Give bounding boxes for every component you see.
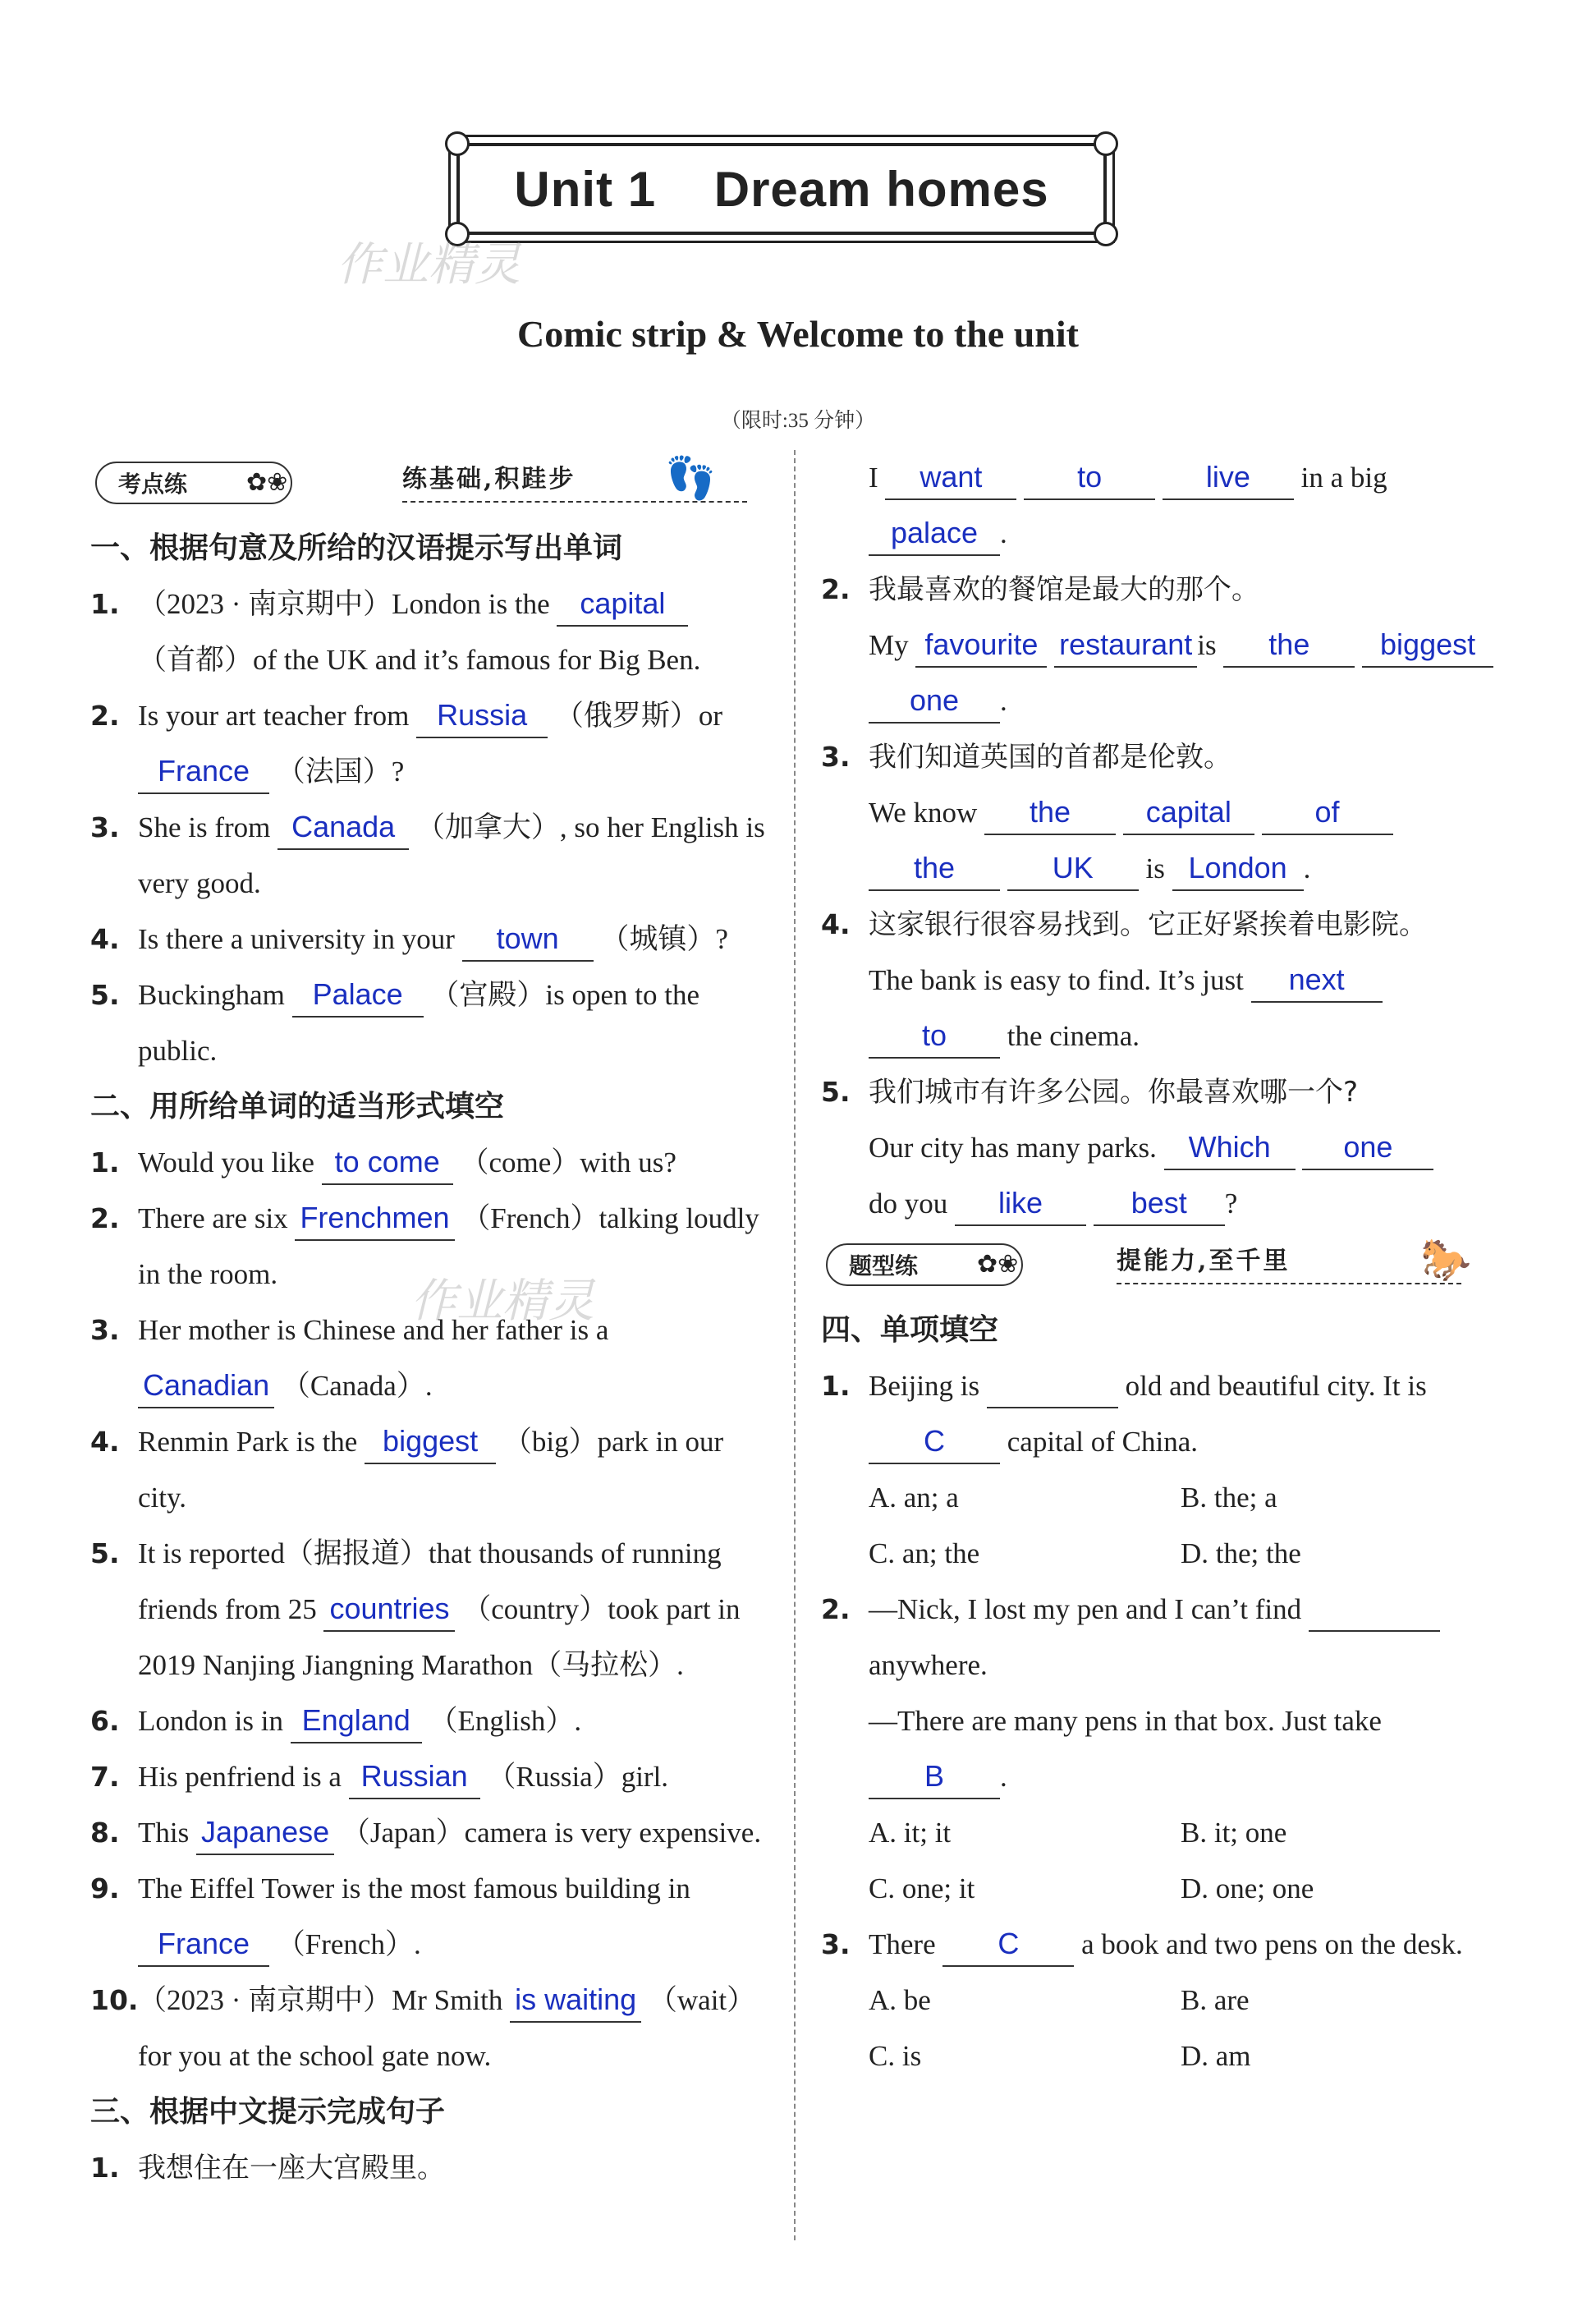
answer-blank[interactable]: best	[1094, 1182, 1225, 1226]
question-item: 3. She is from Canada （加拿大）, so her English is very good.	[90, 800, 768, 912]
right-column	[821, 450, 1502, 2084]
answer-blank[interactable]: one	[869, 679, 1000, 724]
option[interactable]: D. one; one	[1181, 1872, 1314, 1904]
answer-blank[interactable]: countries	[323, 1587, 455, 1632]
answer-blank[interactable]: the	[1223, 623, 1355, 668]
question-item: 5. 我们城市有许多公园。你最喜欢哪一个? Our city has many parks. Which one do you like best ?	[821, 1064, 1502, 1232]
answer-blank[interactable]: C	[869, 1420, 1000, 1464]
section-heading: 二、用所给单词的适当形式填空	[90, 1090, 505, 1123]
question-item: 5. Buckingham Palace （宫殿）is open to the public.	[90, 967, 768, 1079]
question-item: 2. 我最喜欢的餐馆是最大的那个。 My favourite restaurant is the biggest one .	[821, 562, 1502, 729]
unit-title-box	[456, 143, 1107, 235]
section-heading: 四、单项填空	[821, 1313, 999, 1347]
answer-blank[interactable]: England	[291, 1699, 422, 1743]
answer-blank[interactable]: live	[1163, 456, 1294, 500]
practice-banner	[90, 450, 768, 517]
option-row	[821, 2028, 1502, 2084]
answer-blank[interactable]: Palace	[292, 973, 424, 1018]
unit-title: Unit 1 Dream homes	[514, 161, 1049, 217]
corner-ornament	[445, 131, 470, 156]
lesson-subtitle: Comic strip & Welcome to the unit	[517, 313, 1079, 355]
question-item: 10. （2023 · 南京期中）Mr Smith is waiting （wait）for you at the school gate now.	[90, 1973, 768, 2084]
option[interactable]: A. it; it	[869, 1817, 952, 1849]
answer-blank[interactable]: biggest	[365, 1420, 496, 1464]
question-item: 8. This Japanese （Japan）camera is very expensive.	[90, 1805, 768, 1861]
corner-ornament	[445, 222, 470, 246]
question-item: 1. 我想住在一座大宫殿里。	[90, 2152, 445, 2184]
answer-blank[interactable]: like	[955, 1182, 1086, 1226]
horse-icon: 🐎	[1420, 1237, 1472, 1283]
question-item: 4. Renmin Park is the biggest （big）park in our city.	[90, 1414, 768, 1526]
answer-blank[interactable]: is waiting	[510, 1978, 641, 2023]
answer-blank[interactable]: palace	[869, 512, 1000, 556]
question-item: I want to live in a big palace .	[821, 450, 1502, 562]
footprint-icon: 👣	[665, 455, 717, 501]
answer-blank[interactable]: Canadian	[138, 1364, 274, 1408]
option-row	[821, 1805, 1502, 1861]
banner-slogan: 提能力,至千里	[1117, 1240, 1461, 1284]
answer-blank[interactable]: Russia	[416, 694, 548, 738]
answer-blank[interactable]: Russian	[349, 1755, 480, 1799]
answer-blank[interactable]: France	[138, 750, 269, 794]
option[interactable]: C. is	[869, 2040, 922, 2072]
question-item: 7. His penfriend is a Russian （Russia）girl.	[90, 1749, 768, 1805]
time-limit: （限时:35 分钟）	[720, 410, 876, 432]
column-divider	[794, 450, 796, 2240]
banner-tag: 考点练	[95, 462, 292, 504]
answer-blank[interactable]: the	[984, 791, 1116, 835]
option-row	[821, 1861, 1502, 1917]
answer-blank[interactable]: Japanese	[196, 1811, 334, 1855]
option[interactable]: B. are	[1181, 1984, 1250, 2016]
option[interactable]: C. an; the	[869, 1537, 980, 1569]
answer-blank[interactable]: Which	[1164, 1126, 1296, 1170]
answer-blank[interactable]: France	[138, 1923, 269, 1967]
question-item: 9. The Eiffel Tower is the most famous building in France （French）.	[90, 1861, 768, 1973]
answer-blank[interactable]: Canada	[277, 806, 409, 850]
corner-ornament	[1094, 222, 1118, 246]
watermark: 作业精灵	[410, 1275, 594, 1328]
question-item: 2. There are six Frenchmen （French）talking loudly in the room.	[90, 1191, 768, 1302]
answer-blank[interactable]: to come	[322, 1141, 453, 1185]
question-item: 3. Her mother is Chinese and her father is a Canadian （Canada）.	[90, 1302, 768, 1414]
answer-blank[interactable]: want	[885, 456, 1016, 500]
answer-blank[interactable]: capital	[1123, 791, 1254, 835]
option[interactable]: D. the; the	[1181, 1537, 1301, 1569]
section-heading: 三、根据中文提示完成句子	[90, 2095, 446, 2129]
question-item: 5. It is reported（据报道）that thousands of running friends from 25 countries （country）took part in 2019 Nanjing Jiangning Marathon（马拉松）.	[90, 1537, 741, 1681]
option[interactable]: B. the; a	[1181, 1482, 1277, 1514]
option-row	[821, 1973, 1502, 2028]
answer-blank[interactable]: restaurant	[1054, 623, 1197, 668]
banner-tag: 题型练	[826, 1243, 1023, 1286]
question-item: 1. Would you like to come （come）with us?	[90, 1135, 768, 1191]
answer-blank[interactable]: favourite	[915, 623, 1047, 668]
answer-blank[interactable]: the	[869, 847, 1000, 891]
option[interactable]: C. one; it	[869, 1872, 975, 1904]
answer-blank[interactable]: one	[1302, 1126, 1433, 1170]
corner-ornament	[1094, 131, 1118, 156]
answer-blank[interactable]: to	[869, 1014, 1000, 1059]
left-column	[90, 450, 768, 2196]
answer-blank[interactable]: UK	[1007, 847, 1139, 891]
answer-blank[interactable]: Frenchmen	[295, 1197, 454, 1241]
answer-blank[interactable]: next	[1251, 958, 1383, 1003]
answer-blank[interactable]: town	[462, 917, 594, 962]
question-item: 6. London is in England （English）.	[90, 1693, 768, 1749]
option[interactable]: A. be	[869, 1984, 931, 2016]
answer-blank[interactable]: of	[1262, 791, 1393, 835]
option-row	[821, 1526, 1502, 1582]
answer-blank[interactable]: biggest	[1362, 623, 1493, 668]
practice-banner	[821, 1232, 1502, 1299]
question-item: 2. —Nick, I lost my pen and I can’t find anywhere. —There are many pens in that box. Just take B .	[821, 1582, 1502, 1805]
answer-blank[interactable]: capital	[557, 582, 688, 627]
section-heading: 一、根据句意及所给的汉语提示写出单词	[90, 531, 623, 565]
question-item: 1. Beijing is old and beautiful city. It is C capital of China.	[821, 1358, 1502, 1470]
option[interactable]: A. an; a	[869, 1482, 959, 1514]
question-item: 1. （2023 · 南京期中）London is the capital （首都）of the UK and it’s famous for Big Ben.	[90, 577, 768, 688]
answer-blank[interactable]: C	[942, 1923, 1074, 1967]
flower-icon: ✿❀	[246, 469, 288, 496]
question-item: 2. Is your art teacher from Russia （俄罗斯）or France （法国）?	[90, 688, 768, 800]
flower-icon: ✿❀	[977, 1251, 1019, 1278]
option-row	[821, 1470, 1502, 1526]
question-item: 3. There C a book and two pens on the desk.	[821, 1917, 1502, 1973]
option[interactable]: B. it; one	[1181, 1817, 1287, 1849]
question-item: 4. Is there a university in your town （城镇）?	[90, 912, 768, 967]
answer-blank[interactable]	[1309, 1587, 1440, 1632]
question-item: 3. 我们知道英国的首都是伦敦。 We know the capital of the UK is London .	[821, 729, 1502, 897]
option[interactable]: D. am	[1181, 2040, 1251, 2072]
answer-blank[interactable]: to	[1024, 456, 1155, 500]
answer-blank[interactable]: B	[869, 1755, 1000, 1799]
answer-blank[interactable]: London	[1172, 847, 1304, 891]
watermark: 作业精灵	[337, 238, 521, 292]
question-item: 4. 这家银行很容易找到。它正好紧挨着电影院。 The bank is easy to find. It’s just next to the cinema.	[821, 897, 1502, 1064]
banner-slogan: 练基础,积跬步	[402, 458, 747, 503]
answer-blank[interactable]	[987, 1364, 1118, 1408]
